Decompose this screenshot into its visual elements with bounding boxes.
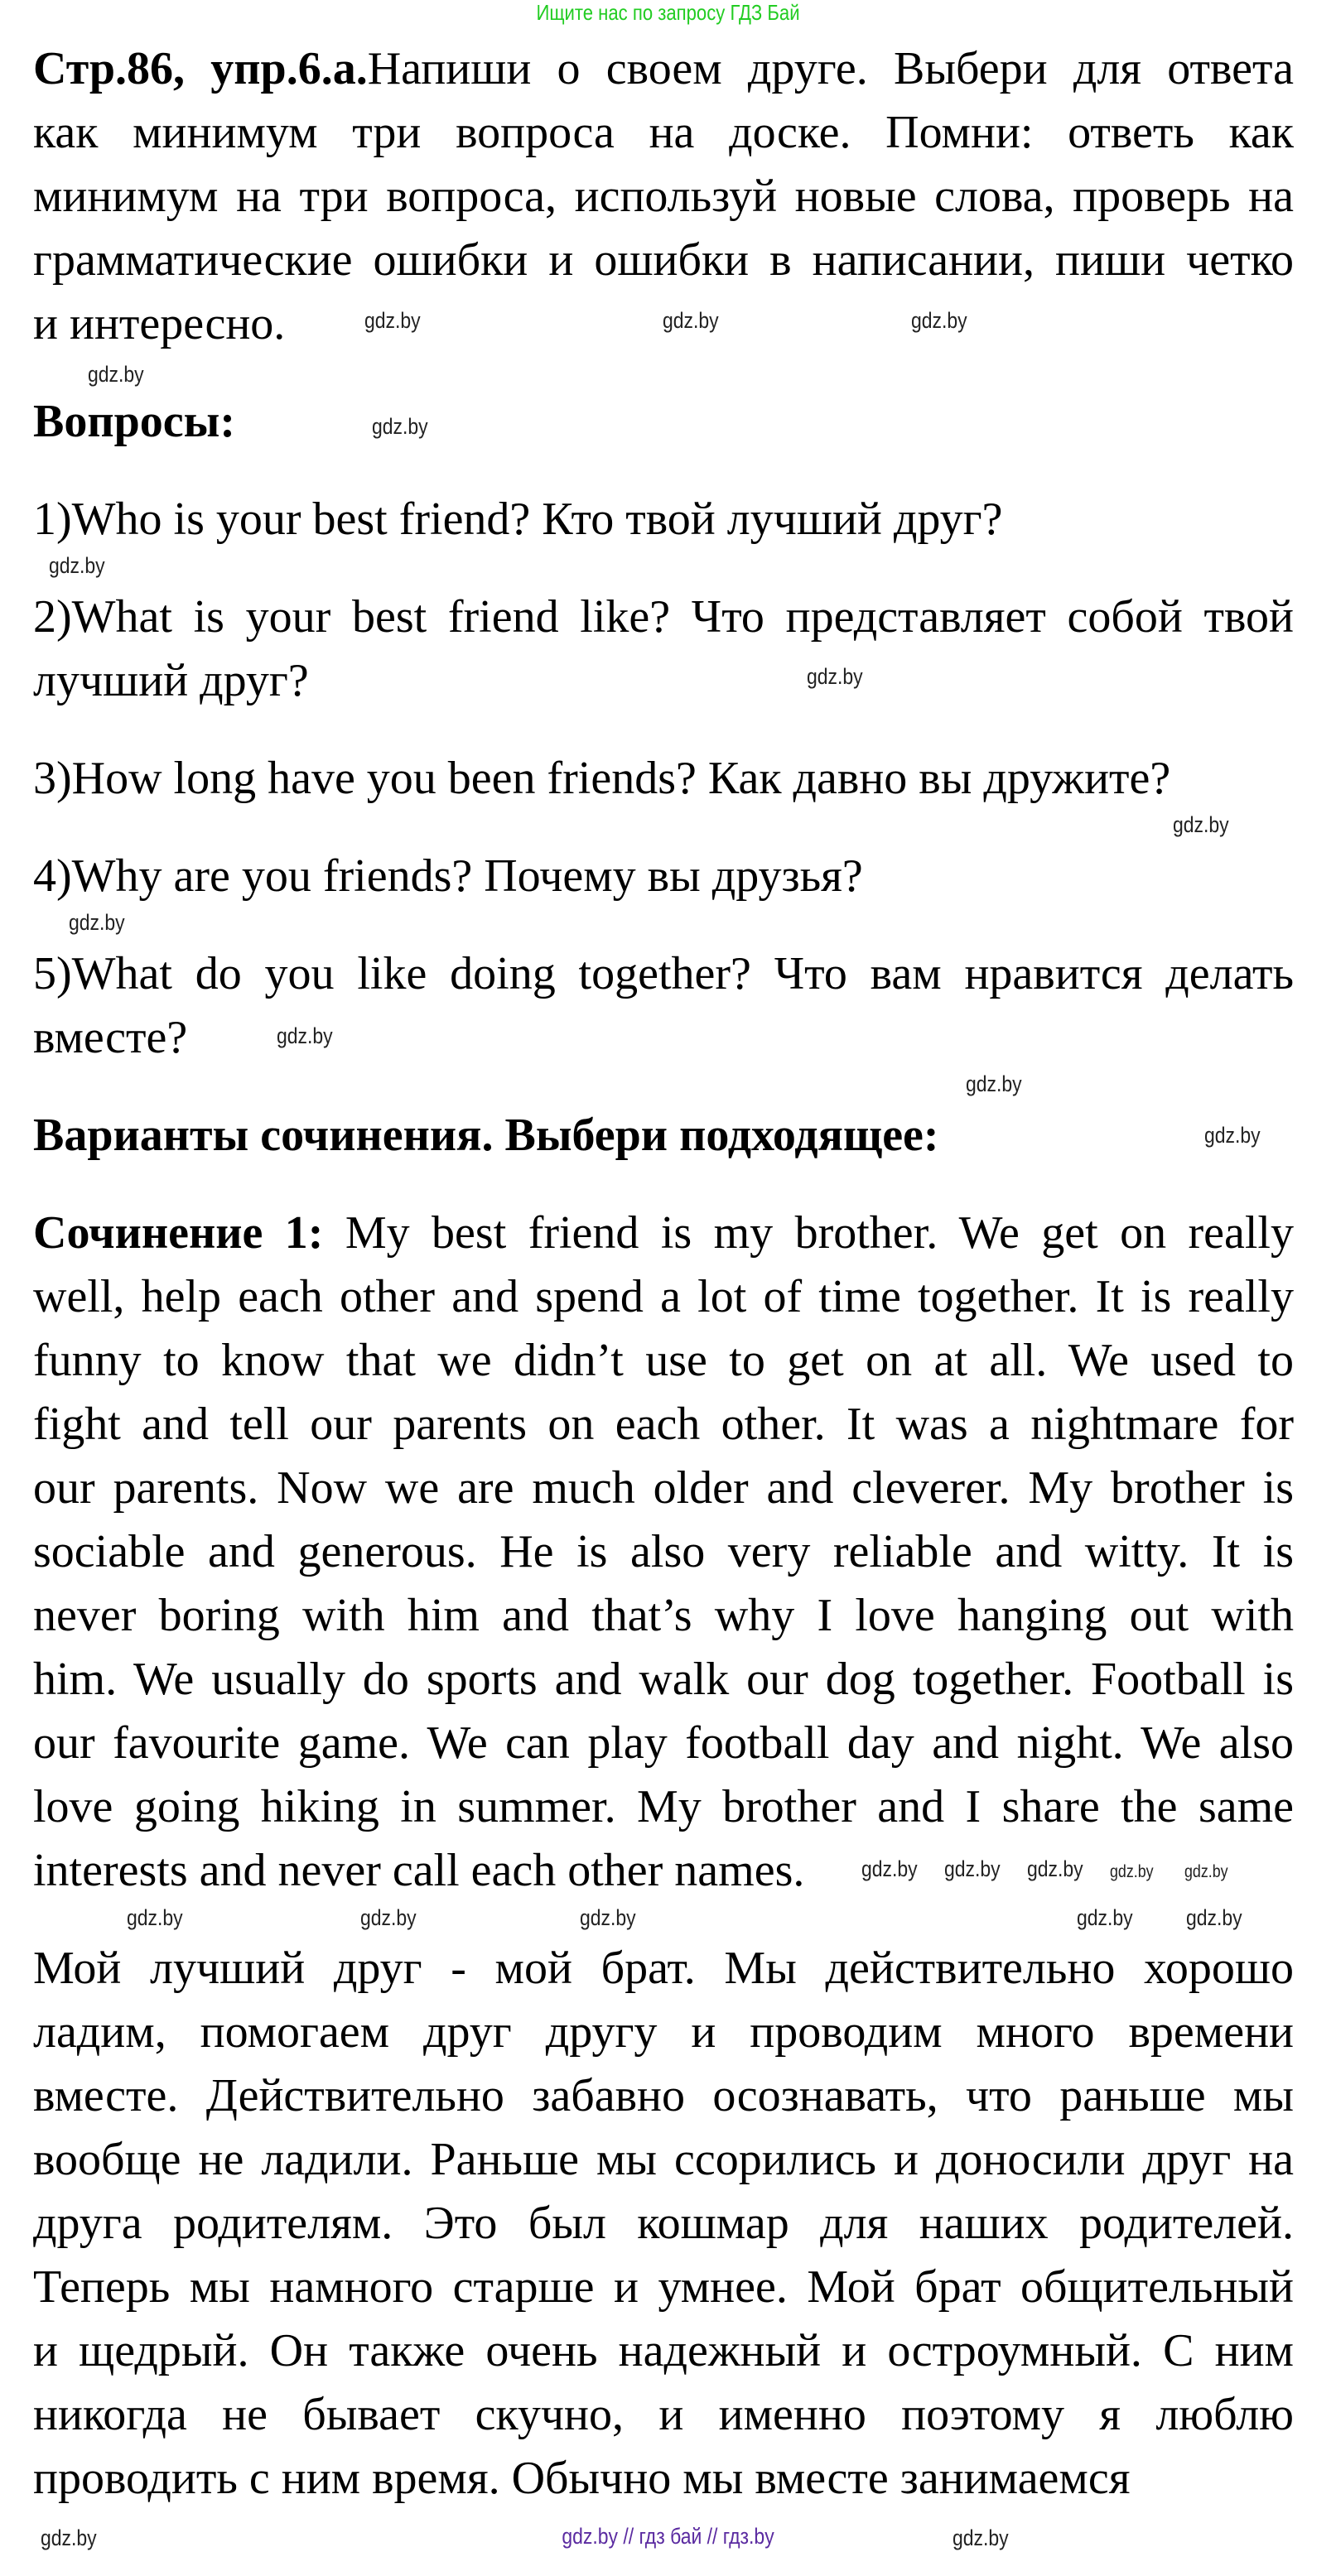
text-line xyxy=(33,845,1294,908)
text-line xyxy=(33,488,1294,551)
watermark: gdz.by xyxy=(69,910,125,935)
watermark: gdz.by xyxy=(277,1023,333,1048)
text-paragraph xyxy=(33,488,1294,551)
line-text: 3)How long have you been friends? Как давно вы дружите? xyxy=(33,753,1171,804)
line-text: Мой лучший друг - мой брат. Мы действительно хорошо xyxy=(33,1943,1294,1994)
line-text: 4)Why are you friends? Почему вы друзья? xyxy=(33,850,863,902)
text-paragraph xyxy=(33,747,1294,811)
watermark: gdz.by xyxy=(372,414,428,439)
text-line xyxy=(33,1006,1294,1070)
line-text: никогда не бывает скучно, и именно поэтому я люблю xyxy=(33,2389,1294,2440)
line-text: и щедрый. Он также очень надежный и остроумный. С ним xyxy=(33,2325,1294,2376)
watermark: gdz.by xyxy=(953,2525,1009,2550)
watermark: gdz.by xyxy=(807,664,863,689)
line-text: interests and never call each other names. xyxy=(33,1845,805,1896)
text-line xyxy=(33,585,1294,649)
text-line xyxy=(33,1648,1294,1712)
watermark: gdz.by xyxy=(1184,1862,1228,1881)
line-text: ладим, помогаем друг другу и проводим много времени xyxy=(33,2006,1294,2058)
watermark: gdz.by xyxy=(360,1905,417,1930)
watermark: gdz.by xyxy=(663,308,719,333)
text-line xyxy=(33,390,1294,454)
text-paragraph xyxy=(33,1201,1294,1903)
watermark: gdz.by xyxy=(966,1071,1022,1096)
text-line xyxy=(33,1712,1294,1775)
bold-heading: Стр.86, упр.6.а. xyxy=(33,43,368,94)
text-line xyxy=(33,229,1294,292)
text-line xyxy=(33,1584,1294,1648)
text-line xyxy=(33,165,1294,229)
watermark: gdz.by xyxy=(127,1905,183,1930)
text-line xyxy=(33,2064,1294,2128)
watermark: gdz.by xyxy=(911,308,967,333)
line-text: funny to know that we didn’t use to get on at all. We used to xyxy=(33,1335,1294,1386)
line-text: и интересно. xyxy=(33,298,286,349)
text-line xyxy=(33,2256,1294,2319)
line-text: вместе? xyxy=(33,1012,188,1063)
line-text: как минимум три вопроса на доске. Помни: ответь как xyxy=(33,107,1294,158)
text-line xyxy=(33,1520,1294,1584)
text-line xyxy=(33,1393,1294,1457)
text-line xyxy=(33,2447,1294,2511)
watermark: gdz.by xyxy=(88,362,144,387)
line-text: our parents. Now we are much older and cleverer. My brother is xyxy=(33,1462,1294,1514)
watermark: gdz.by xyxy=(944,1856,1001,1881)
text-paragraph xyxy=(33,942,1294,1070)
line-text: вообще не ладили. Раньше мы ссорились и доносили друг на xyxy=(33,2134,1294,2185)
text-paragraph xyxy=(33,1104,1294,1168)
line-text: Теперь мы намного старше и умнее. Мой брат общительный xyxy=(33,2261,1294,2313)
text-line xyxy=(33,649,1294,713)
text-line xyxy=(33,37,1294,101)
text-line xyxy=(33,1775,1294,1839)
line-text: вместе. Действительно забавно осознавать, что раньше мы xyxy=(33,2070,1294,2121)
text-line xyxy=(33,2383,1294,2447)
line-text: him. We usually do sports and walk our dog together. Football is xyxy=(33,1654,1294,1705)
line-text: Напиши о своем друге. Выбери для ответа xyxy=(367,43,1294,94)
text-paragraph xyxy=(33,845,1294,908)
top-banner-link[interactable]: Ищите нас по запросу ГДЗ Бай xyxy=(536,0,800,25)
footer-links[interactable]: gdz.by // гдз бай // гдз.by xyxy=(562,2524,774,2549)
exercise-content xyxy=(33,37,1294,2545)
text-line xyxy=(33,1104,1294,1168)
text-line xyxy=(33,1265,1294,1329)
watermark: gdz.by xyxy=(580,1905,636,1930)
watermark: gdz.by xyxy=(1204,1123,1261,1148)
text-line xyxy=(33,747,1294,811)
line-text: грамматические ошибки и ошибки в написании, пиши четко xyxy=(33,234,1294,286)
text-line xyxy=(33,2001,1294,2064)
watermark: gdz.by xyxy=(1027,1856,1083,1881)
watermark: gdz.by xyxy=(861,1856,918,1881)
watermark: gdz.by xyxy=(1077,1905,1133,1930)
line-text: 2)What is your best friend like? Что представляет собой твой xyxy=(33,591,1294,643)
line-text: 5)What do you like doing together? Что вам нравится делать xyxy=(33,948,1294,999)
line-text: our favourite game. We can play football day and night. We also xyxy=(33,1717,1294,1769)
text-line xyxy=(33,942,1294,1006)
text-line xyxy=(33,1329,1294,1393)
line-text: sociable and generous. He is also very reliable and witty. It is xyxy=(33,1526,1294,1577)
watermark: gdz.by xyxy=(1110,1862,1154,1881)
watermark: gdz.by xyxy=(1173,812,1229,837)
watermark: gdz.by xyxy=(1186,1905,1242,1930)
watermark: gdz.by xyxy=(49,553,105,578)
text-paragraph xyxy=(33,1937,1294,2511)
line-text: never boring with him and that’s why I love hanging out with xyxy=(33,1590,1294,1641)
line-text: love going hiking in summer. My brother and I share the same xyxy=(33,1781,1294,1832)
line-text: минимум на три вопроса, используй новые слова, проверь на xyxy=(33,171,1294,222)
line-text: проводить с ним время. Обычно мы вместе занимаемся xyxy=(33,2453,1131,2504)
text-line xyxy=(33,2192,1294,2256)
text-paragraph xyxy=(33,390,1294,454)
line-text: well, help each other and spend a lot of time together. It is really xyxy=(33,1271,1294,1322)
bold-heading: Вопросы: xyxy=(33,396,235,447)
text-line xyxy=(33,101,1294,165)
line-text: друга родителям. Это был кошмар для наших родителей. xyxy=(33,2198,1294,2249)
line-text: fight and tell our parents on each other. It was a nightmare for xyxy=(33,1399,1294,1450)
text-line xyxy=(33,1457,1294,1520)
line-text: My best friend is my brother. We get on really xyxy=(323,1207,1294,1259)
text-line xyxy=(33,1839,1294,1903)
text-paragraph xyxy=(33,585,1294,713)
watermark: gdz.by xyxy=(364,308,421,333)
bold-heading: Варианты сочинения. Выбери подходящее: xyxy=(33,1110,939,1161)
text-line xyxy=(33,2128,1294,2192)
text-line xyxy=(33,1937,1294,2001)
line-text: 1)Who is your best friend? Кто твой лучший друг? xyxy=(33,494,1003,545)
watermark: gdz.by xyxy=(41,2525,97,2550)
line-text: лучший друг? xyxy=(33,655,309,706)
text-line xyxy=(33,2319,1294,2383)
text-line xyxy=(33,1201,1294,1265)
bold-heading: Сочинение 1: xyxy=(33,1207,324,1259)
